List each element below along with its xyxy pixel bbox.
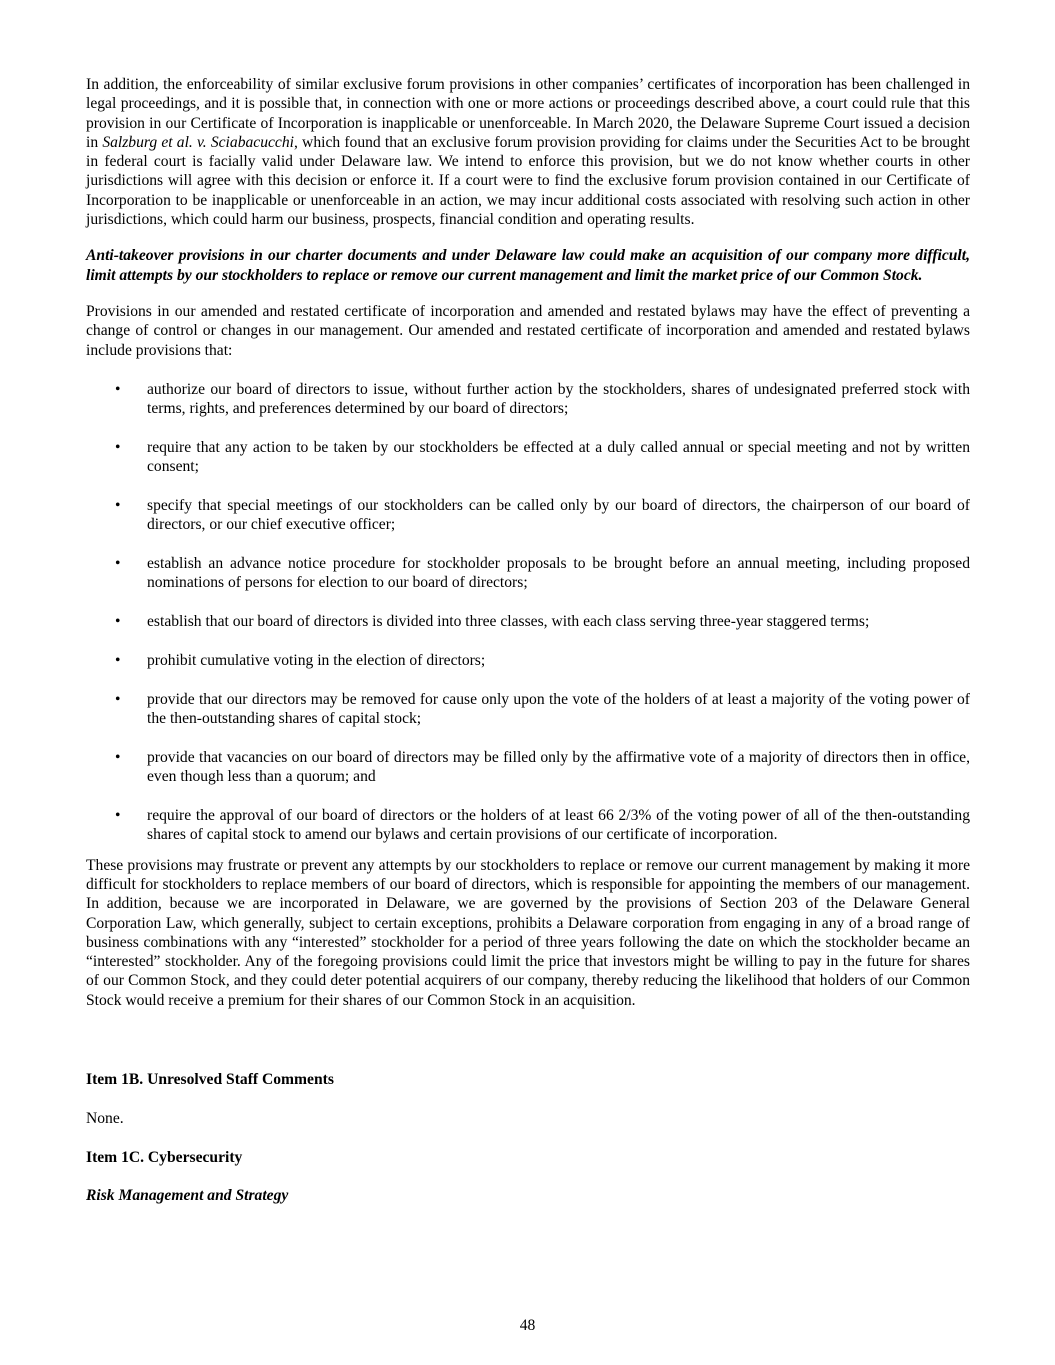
item-1c-heading: Item 1C. Cybersecurity (86, 1148, 243, 1166)
list-item (86, 612, 970, 631)
document-page (86, 75, 970, 1206)
risk-factor-heading: Anti-takeover provisions in our charter documents and under Delaware law could make an acquisition of our company more difficult, limit attempts by our stockholders to replace or remove our current management and limit the market price of our Common Stock. (86, 247, 970, 284)
list-item-text: authorize our board of directors to issue, without further action by the stockholders, shares of undesignated preferred stock with terms, rights, and preferences determined by our board of directors; (147, 380, 970, 418)
list-item-text: prohibit cumulative voting in the election of directors; (147, 652, 486, 670)
page-number: 48 (519, 1317, 536, 1334)
list-item (86, 748, 970, 787)
list-item (86, 496, 970, 535)
list-item (86, 651, 970, 670)
provisions-effect-paragraph: These provisions may frustrate or prevent any attempts by our stockholders to replace or remove our current management by making it more difficult for stockholders to replace members of our board of directors, which is responsible for appointing the members of our management. In addition, because we are incorporated in Delaware, we are governed by the provisions of Section 203 of the Delaware General Corporation Law, which generally, subject to certain exceptions, prohibits a Delaware corporation from engaging in any of a broad range of business combinations with any “interested” stockholder for a period of three years following the date on which the stockholder became an “interested” stockholder. Any of the foregoing provisions could limit the price that investors might be willing to pay in the future for shares of our Common Stock, and they could deter potential acquirers of our company, thereby reducing the likelihood that holders of our Common Stock would receive a premium for their shares of our Common Stock in an acquisition. (86, 856, 970, 1009)
list-item (86, 380, 970, 419)
bullet-icon: • (115, 807, 121, 825)
list-item (86, 806, 970, 845)
item-1b-heading: Item 1B. Unresolved Staff Comments (86, 1070, 334, 1088)
bullet-icon: • (115, 613, 121, 631)
bullet-icon: • (115, 690, 121, 708)
risk-management-subheading: Risk Management and Strategy (86, 1187, 289, 1205)
bullet-icon: • (115, 748, 121, 766)
bullet-icon: • (115, 555, 121, 573)
list-item-text: require that any action to be taken by our stockholders be effected at a duly called annual or special meeting and not by written consent; (147, 438, 970, 476)
bullet-icon: • (115, 652, 121, 670)
item-1b-body: None. (86, 1109, 124, 1127)
list-item-text: establish that our board of directors is divided into three classes, with each class serving three-year staggered terms; (147, 613, 870, 631)
list-item (86, 690, 970, 729)
provisions-intro-paragraph: Provisions in our amended and restated certificate of incorporation and amended and restated bylaws may have the effect of preventing a change of control or changes in our management. Our amended and restated certificate of incorporation and amended and restated bylaws include provisions that: (86, 302, 970, 359)
list-item-text: require the approval of our board of directors or the holders of at least 66 2/3% of the voting power of all of the then-outstanding shares of capital stock to amend our bylaws and certain provisions of our certificate of incorporation. (147, 807, 970, 844)
bullet-icon: • (115, 380, 121, 398)
list-item-text: provide that vacancies on our board of directors may be filled only by the affirmative vote of a majority of directors then in office, even though less than a quorum; and (147, 748, 970, 786)
bullet-icon: • (115, 438, 121, 456)
list-item-text: establish an advance notice procedure for stockholder proposals to be brought before an annual meeting, including proposed nominations of persons for election to our board of directors; (147, 555, 970, 592)
paragraph-text-start: In addition, the enforceability of similar exclusive forum provisions in other companies’ certificates of incorporation has been challenged in legal proceedings, and it is possible that, in connection with one or more actions or proceedings described above, a court could rule that this provision in our Certificate of Incorporation is inapplicable or unenforceable. In March 2020, the Delaware Supreme Court issued a decision in (86, 76, 970, 151)
exclusive-forum-paragraph (86, 75, 970, 229)
provisions-list (86, 380, 970, 845)
list-item-text: provide that our directors may be removed for cause only upon the vote of the holders of at least a majority of the voting power of the then-outstanding shares of capital stock; (147, 690, 970, 728)
case-citation: Salzburg et al. v. Sciabacucchi (102, 133, 294, 151)
paragraph-text-end: , which found that an exclusive forum provision providing for claims under the Securities Act to be brought in federal court is facially valid under Delaware law. We intend to enforce this provision, but we do not know whether courts in other jurisdictions will agree with this decision or enforce it. If a court were to find the exclusive forum provision contained in our Certificate of Incorporation to be inapplicable or unenforceable in an action, we may incur additional costs associated with resolving such action in other jurisdictions, which could harm our business, prospects, financial condition and operating results. (86, 133, 970, 229)
bullet-icon: • (115, 497, 121, 515)
list-item-text: specify that special meetings of our stockholders can be called only by our board of directors, the chairperson of our board of directors, or our chief executive officer; (147, 497, 970, 534)
list-item (86, 554, 970, 593)
list-item (86, 438, 970, 477)
